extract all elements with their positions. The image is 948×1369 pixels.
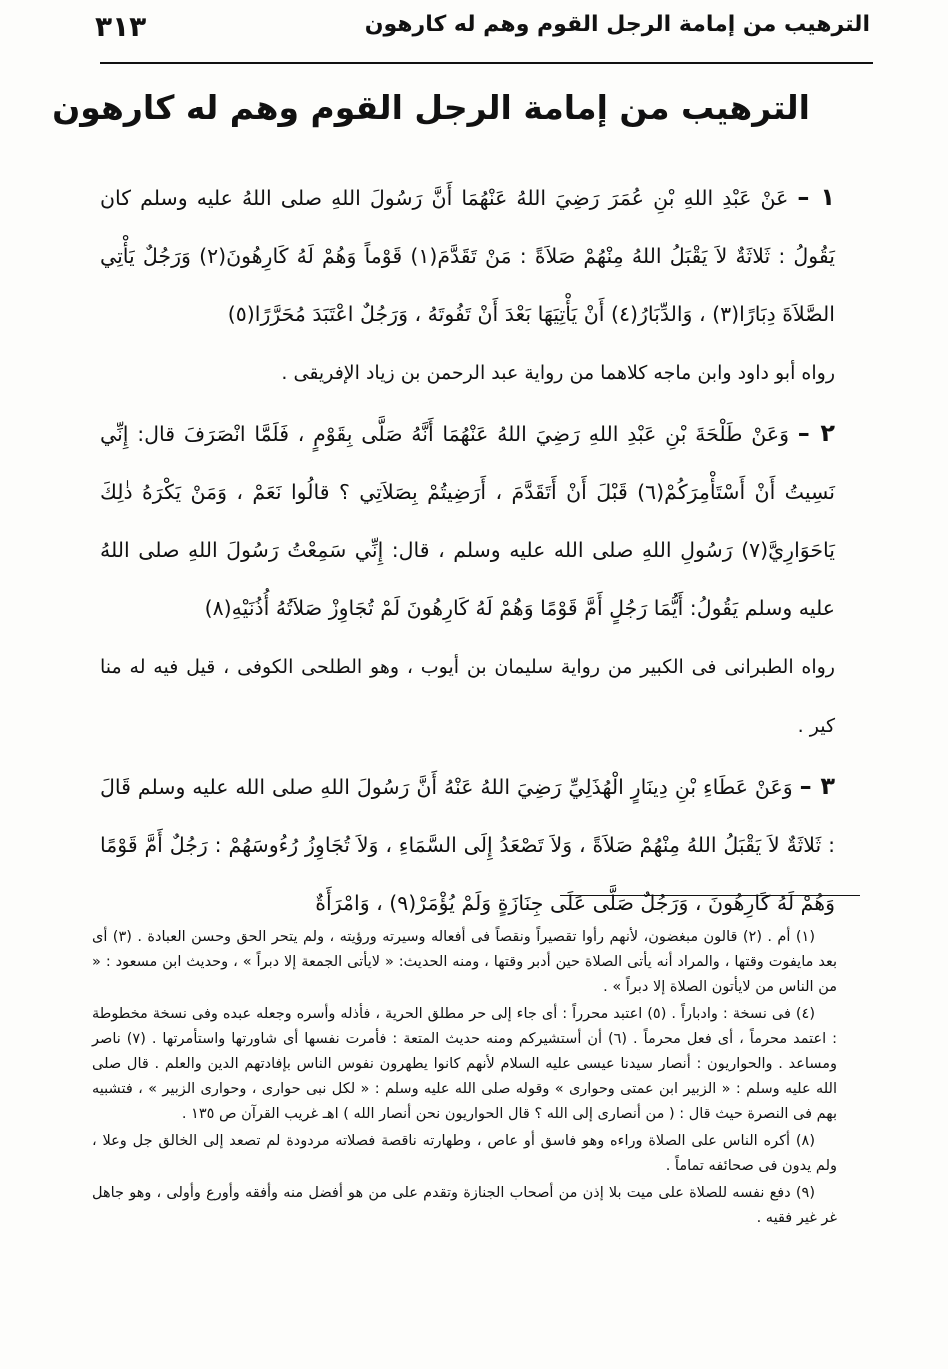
- hadith-number: ١ –: [797, 183, 835, 211]
- footnote-group: (١) أم . (٢) قالون مبغضون، لأنهم رأوا تقصيراً ونقصاً فى أفعاله وسيرته ورؤيته ، ولم يتحر الحق وحسن العبادة . (٣) أى بعد مايفوت وقتها ، والمراد أنه يأتى الصلاة حين أدبر وقتها ، ومنه الحديث: « لايأتى الجمعة إلا دبراً » ، وحديث ابن مسعود : « من الناس من لايأتون الصلاة إلا دبراً » .: [92, 929, 837, 995]
- chapter-title: الترهيب من إمامة الرجل القوم وهم له كارهون: [52, 88, 810, 127]
- hadith-source: رواه أبو داود وابن ماجه كلاهما من رواية عبد الرحمن بن زياد الإفريقى .: [281, 362, 835, 384]
- hadith-number: ٢ –: [797, 419, 835, 447]
- hadith-2: [100, 404, 835, 755]
- footnotes: [92, 925, 837, 1233]
- page-number: ٣١٣: [95, 10, 147, 43]
- footnote-group: (٤) فى نسخة : وادباراً . (٥) اعتبد محرراً : أى جاء إلى حر مطلق الحرية ، فأذله وأسره وجعله عبده وفى نسخة مخطوطة : اعتمد محرماً ، أى فعل محرماً . (٦) أن أستشيركم ومنه حديث المتعة : فأمرت نفسها أى شاورتها واستأمرتها . (٧) ناصر ومساعد . والحواريون : أنصار سيدنا عيسى عليه السلام لأنهم كانوا يطهرون نفوس الناس بإفادتهم الدين والعلم . قال صلى الله عليه وسلم : « الزبير ابن عمتى وحوارى » وقوله صلى الله عليه وسلم : « لكل نبى حوارى ، وحوارى الزبير » ، فتشبيه بهم فى النصرة حيث قال : ( من أنصارى إلى الله ؟ قال الحواريون نحن أنصار الله ) اهـ غريب القرآن ص ١٣٥ .: [92, 1006, 837, 1122]
- footnote-rule: [560, 895, 860, 896]
- hadith-text: وَعَنْ طَلْحَةَ بْنِ عَبْدِ اللهِ رَضِيَ اللهُ عَنْهُمَا أَنَّهُ صَلَّى بِقَوْمٍ ، فَلَمَّا انْصَرَفَ قال: إِنِّي نَسِيتُ أَنْ أَسْتَأْمِرَكُمْ(٦) قَبْلَ أَنْ أَتَقَدَّمَ ، أَرَضِيتُمْ بِصَلاَتِي ؟ قالُوا نَعَمْ ، وَمَنْ يَكْرَهُ ذٰلِكَ يَاحَوَارِيَّ(٧) رَسُولِ اللهِ صلى الله عليه وسلم ، قال: إِنِّي سَمِعْتُ رَسُولَ اللهِ صلى اللهُ عليه وسلم يَقُولُ: أَيُّمَا رَجُلٍ أَمَّ قَوْمًا وَهُمْ لَهُ كَارِهُونَ لَمْ تُجَاوِزْ صَلاَتُهُ أُذُنَيْهِ(٨): [100, 422, 835, 620]
- footnote-group: (٨) أكره الناس على الصلاة وراءه وهو فاسق أو عاص ، وطهارته ناقصة فصلاته مردودة لم تصعد إلى الخالق جل وعلا ، ولم يدون فى صحائفه تماماً .: [92, 1133, 837, 1174]
- hadith-3: [100, 757, 835, 932]
- running-title: الترهيب من إمامة الرجل القوم وهم له كارهون: [364, 12, 870, 37]
- hadith-source: رواه الطبرانى فى الكبير من رواية سليمان بن أيوب ، وهو الطلحى الكوفى ، قيل فيه له منا كير .: [100, 656, 835, 737]
- hadith-1: [100, 168, 835, 402]
- header-rule: [100, 62, 873, 64]
- hadith-body: [100, 168, 835, 934]
- footnote-group: (٩) دفع نفسه للصلاة على ميت بلا إذن من أصحاب الجنازة وتقدم على من هو أفضل منه وأفقه وأورع وأولى ، وهو جاهل غر غير فقيه .: [92, 1185, 837, 1226]
- hadith-text: عَنْ عَبْدِ اللهِ بْنِ عُمَرَ رَضِيَ اللهُ عَنْهُمَا أَنَّ رَسُولَ اللهِ صلى اللهُ عليه وسلم كان يَقُولُ : ثَلاثَةٌ لاَ يَقْبَلُ اللهُ مِنْهُمْ صَلاَةً : مَنْ تَقَدَّمَ(١) قَوْماً وَهُمْ لَهُ كَارِهُونَ(٢) وَرَجُلٌ يَأْتِي الصَّلاَةَ دِبَارًا(٣) ، وَالدِّبَارُ(٤) أَنْ يَأْتِيَهَا بَعْدَ أَنْ تَفُوتَهُ ، وَرَجُلٌ اعْتَبَدَ مُحَرَّرًا(٥): [100, 186, 835, 326]
- running-header: [95, 8, 870, 52]
- hadith-text: وَعَنْ عَطَاءِ بْنِ دِينَارٍ الْهُذَلِيِّ رَضِيَ اللهُ عَنْهُ أَنَّ رَسُولَ اللهِ صلى الله عليه وسلم قَالَ : ثَلاثَةٌ لاَ يَقْبَلُ اللهُ مِنْهُمْ صَلاَةً ، وَلاَ تَصْعَدُ إِلَى السَّمَاءِ ، وَلاَ تُجَاوِزُ رُءُوسَهُمْ : رَجُلٌ أَمَّ قَوْمًا وَهُمْ لَهُ كَارِهُونَ ، وَرَجُلٌ صَلَّى عَلَى جِنَازَةٍ وَلَمْ يُؤْمَرْ(٩) ، وَامْرَأَةٌ: [100, 775, 835, 915]
- hadith-number: ٣ –: [799, 772, 835, 800]
